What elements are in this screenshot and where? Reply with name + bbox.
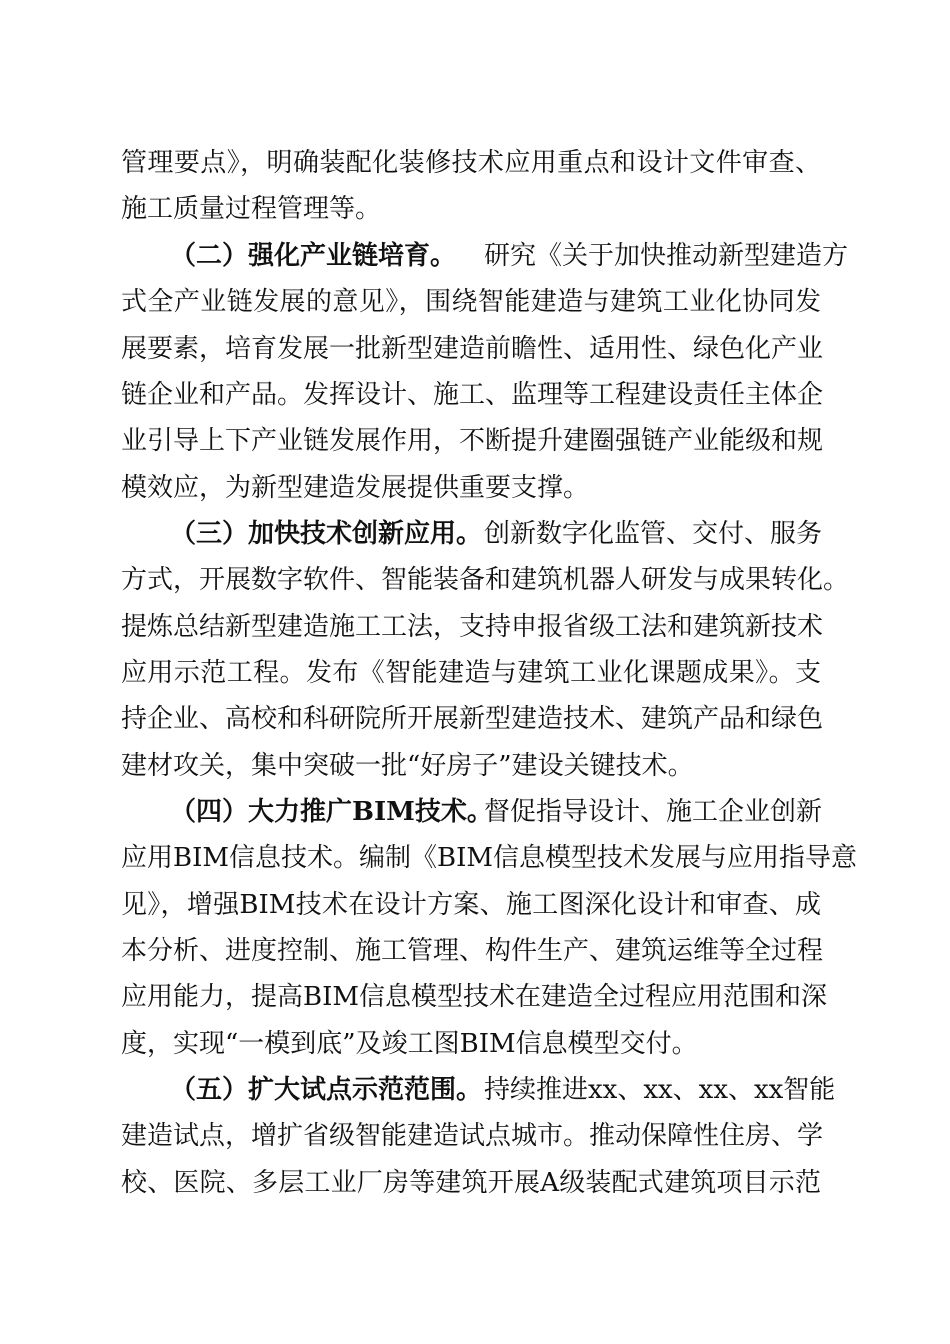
text-line: 度，实现“一模到底”及竣工图BIM信息模型交付。	[121, 1029, 698, 1059]
text-line: 见》，增强BIM技术在设计方案、施工图深化设计和审查、成	[121, 890, 821, 920]
text-line: 业引导上下产业链发展作用，不断提升建圈强链产业能级和规	[121, 426, 824, 456]
text-line: 持企业、高校和科研院所开展新型建造技术、建筑产品和绿色	[121, 704, 824, 734]
section-4-first-line: （四）大力推广BIM技术。 督促指导设计、施工企业创新	[0, 792, 950, 832]
text-line: 式全产业链发展的意见》，围绕智能建造与建筑工业化协同发	[121, 287, 821, 317]
text-line: 模效应，为新型建造发展提供重要支撑。	[121, 473, 590, 503]
section-heading: （五）扩大试点示范范围。	[170, 1075, 483, 1105]
text-line: 管理要点》，明确装配化装修技术应用重点和设计文件审查、	[121, 148, 821, 178]
text-line: 应用BIM信息技术。编制《BIM信息模型技术发展与应用指导意	[121, 843, 857, 873]
text-line: 建材攻关，集中突破一批“好房子”建设关键技术。	[121, 751, 694, 781]
text-line: 建造试点，增扩省级智能建造试点城市。推动保障性住房、学	[121, 1121, 824, 1151]
text-line: 应用示范工程。发布《智能建造与建筑工业化课题成果》。支	[121, 658, 821, 688]
section-2-first-line: （二）强化产业链培育。 研究《关于加快推动新型建造方	[0, 236, 950, 276]
text-line: 链企业和产品。发挥设计、施工、监理等工程建设责任主体企	[121, 380, 824, 410]
text-line: 本分析、进度控制、施工管理、构件生产、建筑运维等全过程	[121, 936, 824, 966]
section-5-first-line: （五）扩大试点示范范围。 持续推进xx、xx、xx、xx智能	[0, 1070, 950, 1110]
text-line: 应用能力，提高BIM信息模型技术在建造全过程应用范围和深	[121, 982, 827, 1012]
text-line: 展要素，培育发展一批新型建造前瞻性、适用性、绿色化产业	[121, 334, 824, 364]
section-heading: （二）强化产业链培育。	[170, 241, 457, 271]
section-3-first-line: （三）加快技术创新应用。 创新数字化监管、交付、服务	[0, 514, 950, 554]
section-heading: （四）大力推广BIM技术。	[170, 797, 493, 827]
text-line: 校、医院、多层工业厂房等建筑开展A级装配式建筑项目示范	[121, 1168, 821, 1198]
text-line: 方式，开展数字软件、智能装备和建筑机器人研发与成果转化。	[121, 565, 850, 595]
section-heading: （三）加快技术创新应用。	[170, 519, 483, 549]
text-line: 施工质量过程管理等。	[121, 194, 382, 224]
text-line: 提炼总结新型建造施工工法，支持申报省级工法和建筑新技术	[121, 612, 824, 642]
